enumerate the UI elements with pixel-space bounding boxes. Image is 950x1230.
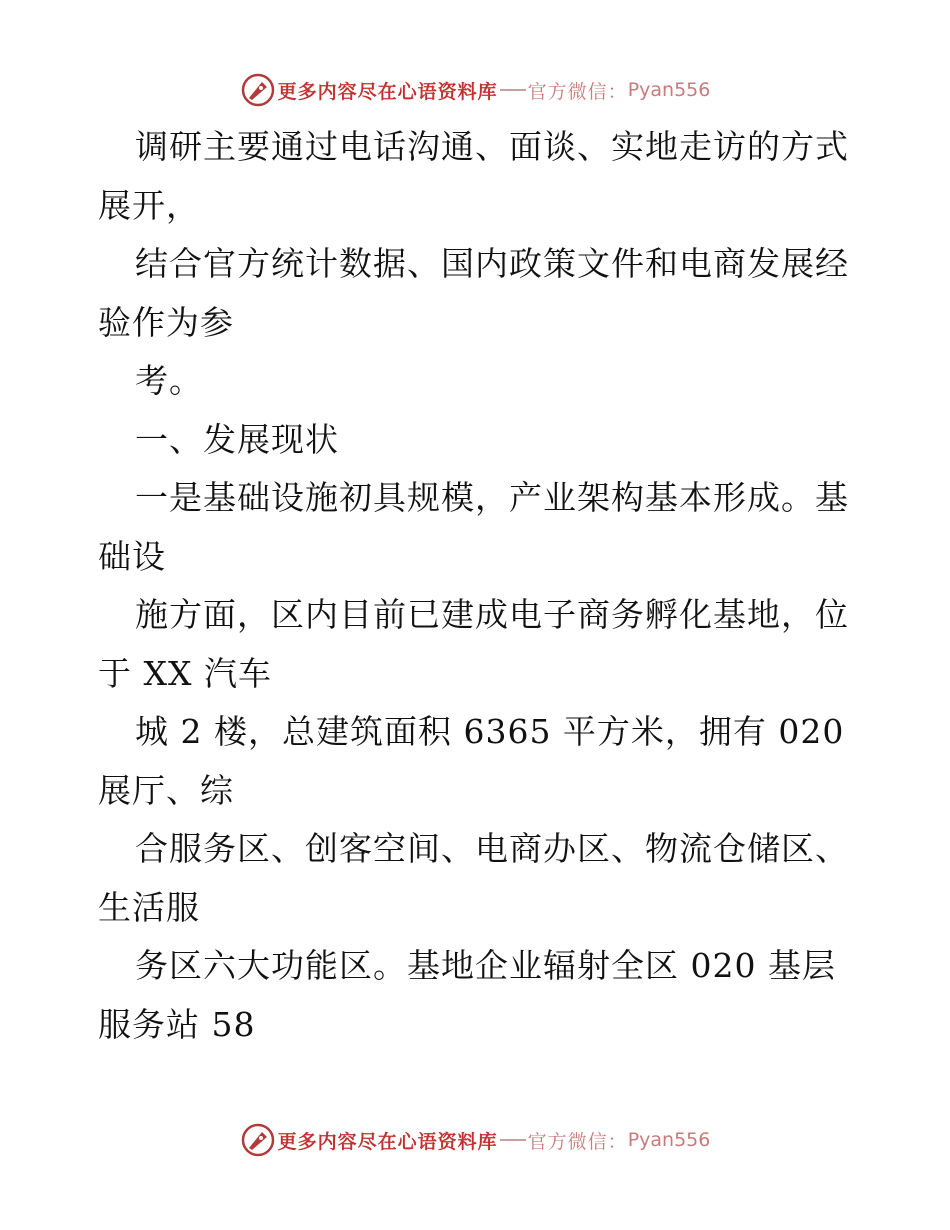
body-text-line: 施方面，区内目前已建成电子商务孵化基地，位 bbox=[135, 595, 849, 634]
body-text-line: 调研主要通过电话沟通、面谈、实地走访的方式 bbox=[135, 127, 849, 166]
body-text-line: 一、发展现状 bbox=[135, 419, 339, 459]
body-text-line: 一是基础设施初具规模，产业架构基本形成。基 bbox=[135, 478, 849, 517]
header-watermark bbox=[0, 70, 950, 110]
pen-nib-logo-icon bbox=[240, 72, 276, 108]
body-text-line: 展开， bbox=[98, 185, 200, 225]
body-text-line: 务区六大功能区。基地企业辐射全区 020 基层 bbox=[135, 946, 836, 985]
watermark-main-text: 更多内容尽在心语资料库 bbox=[277, 1130, 498, 1153]
watermark-wechat-label: 官方微信： bbox=[527, 80, 628, 103]
watermark-wechat-id: Pyan556 bbox=[627, 79, 711, 101]
body-text-line: 于 XX 汽车 bbox=[98, 653, 272, 693]
watermark-wechat-label: 官方微信： bbox=[527, 1130, 628, 1153]
body-text-line: 展厅、综 bbox=[98, 770, 234, 810]
body-text-line: 础设 bbox=[98, 536, 166, 576]
body-text-line: 城 2 楼，总建筑面积 6365 平方米，拥有 020 bbox=[135, 712, 845, 751]
watermark-main-text: 更多内容尽在心语资料库 bbox=[277, 80, 498, 103]
body-text-line: 服务站 58 bbox=[98, 1004, 256, 1044]
body-text-line: 考。 bbox=[135, 361, 203, 400]
body-text-line: 生活服 bbox=[98, 887, 200, 927]
body-text-line: 验作为参 bbox=[98, 302, 234, 342]
body-text-line: 结合官方统计数据、国内政策文件和电商发展经 bbox=[135, 244, 849, 283]
body-text-line: 合服务区、创客空间、电商办区、物流仓储区、 bbox=[135, 829, 849, 868]
document-body bbox=[98, 118, 858, 1054]
watermark-wechat-id: Pyan556 bbox=[627, 1129, 711, 1151]
watermark-separator bbox=[500, 89, 526, 91]
footer-watermark bbox=[0, 1120, 950, 1160]
watermark-separator bbox=[500, 1139, 526, 1141]
pen-nib-logo-icon bbox=[240, 1122, 276, 1158]
